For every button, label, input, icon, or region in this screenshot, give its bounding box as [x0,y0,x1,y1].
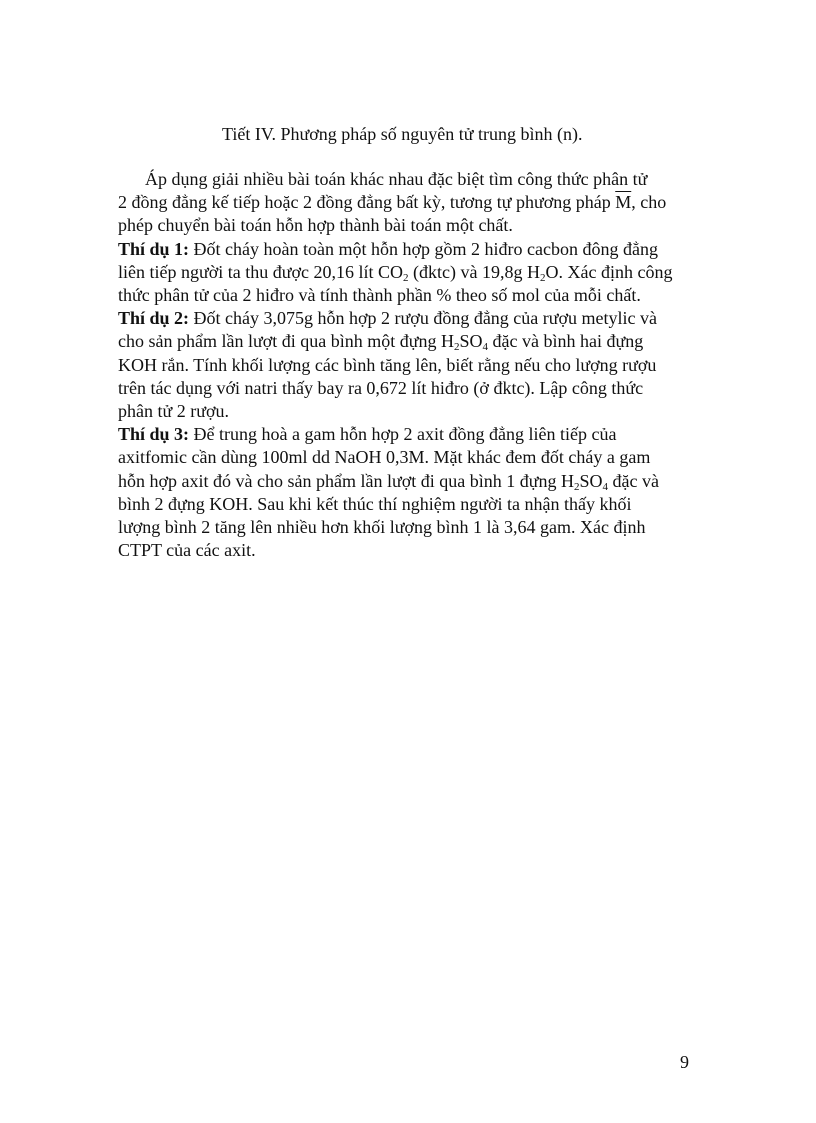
mean-m-symbol: $\overline{M}$ [615,192,632,213]
example-3-label: Thí dụ 3: [118,424,190,445]
example-3-line-6: CTPT của các axit. [118,540,256,561]
intro-line-3: phép chuyển bài toán hỗn hợp thành bài toán một chất. [118,215,513,236]
example-2-line-5: phân tử 2 rượu. [118,401,230,422]
example-3-line-4: bình 2 đựng KOH. Sau khi kết thúc thí nghiệm người ta nhận thấy khối [118,493,632,514]
example-1-text-1: Đốt cháy hoàn toàn một hỗn hợp gồm 2 hiđro cacbon đông đẳng [189,238,658,259]
example-1-text-2a: liên tiếp người ta thu được 20,16 lít CO [118,261,404,282]
intro-line-2-text-b: , cho [631,192,667,213]
subscript: 4 [602,480,609,493]
example-3-line-1 [118,423,688,446]
example-2-line-3: KOH rắn. Tính khối lượng các bình tăng lên, biết rằng nếu cho lượng rượu [118,354,657,375]
example-1-text-2c: O. Xác định công [545,261,673,282]
example-1-line-1 [118,238,688,261]
intro-line-2 [118,191,688,214]
intro-line-1: Áp dụng giải nhiều bài toán khác nhau đặc biệt tìm công thức phân tử [145,169,648,189]
example-2-label: Thí dụ 2: [118,308,190,329]
example-2-text-2b: SO [459,331,483,352]
body-text [118,168,688,562]
subscript: 2 [403,271,409,284]
example-2-line-1 [118,307,688,330]
example-1-label: Thí dụ 1: [118,238,190,259]
example-2-text-1: Đốt cháy 3,075g hỗn hợp 2 rượu đồng đẳng của rượu metylic và [189,308,658,329]
example-2-line-4: trên tác dụng với natri thấy bay ra 0,672 lít hiđro (ở đktc). Lập công thức [118,377,644,398]
example-3-text-3c: đặc và [608,470,659,491]
example-2-text-2c: đặc và bình hai đựng [488,331,644,352]
intro-line-2-text-a: 2 đồng đẳng kế tiếp hoặc 2 đồng đẳng bất kỳ, tương tự phương pháp [118,192,616,213]
example-3-text-3a: hỗn hợp axit đó và cho sản phẩm lần lượt đi qua bình 1 đựng H [118,470,574,491]
example-3-text-3b: SO [579,470,603,491]
example-3-line-3 [118,470,688,493]
subscript: 2 [574,480,580,493]
example-3-text-1: Để trung hoà a gam hỗn hợp 2 axit đồng đẳng liên tiếp của [189,424,617,445]
example-1-line-2 [118,261,688,284]
example-3-line-2: axitfomic cần dùng 100ml dd NaOH 0,3M. Mặt khác đem đốt cháy a gam [118,447,651,468]
page-number: 9 [680,1052,689,1072]
section-heading: Tiết IV. Phương pháp số nguyên tử trung bình (n). [222,124,583,144]
example-1-line-3: thức phân tử của 2 hiđro và tính thành phần % theo số mol của mỗi chất. [118,285,641,306]
example-1-text-2b: (đktc) và 19,8g H [408,261,540,282]
example-3-line-5: lượng bình 2 tăng lên nhiều hơn khối lượng bình 1 là 3,64 gam. Xác định [118,517,646,538]
example-2-line-2 [118,330,688,353]
subscript: 4 [482,341,489,354]
subscript: 2 [454,341,460,354]
example-2-text-2a: cho sản phẩm lần lượt đi qua bình một đựng H [118,331,454,352]
subscript: 2 [540,271,546,284]
